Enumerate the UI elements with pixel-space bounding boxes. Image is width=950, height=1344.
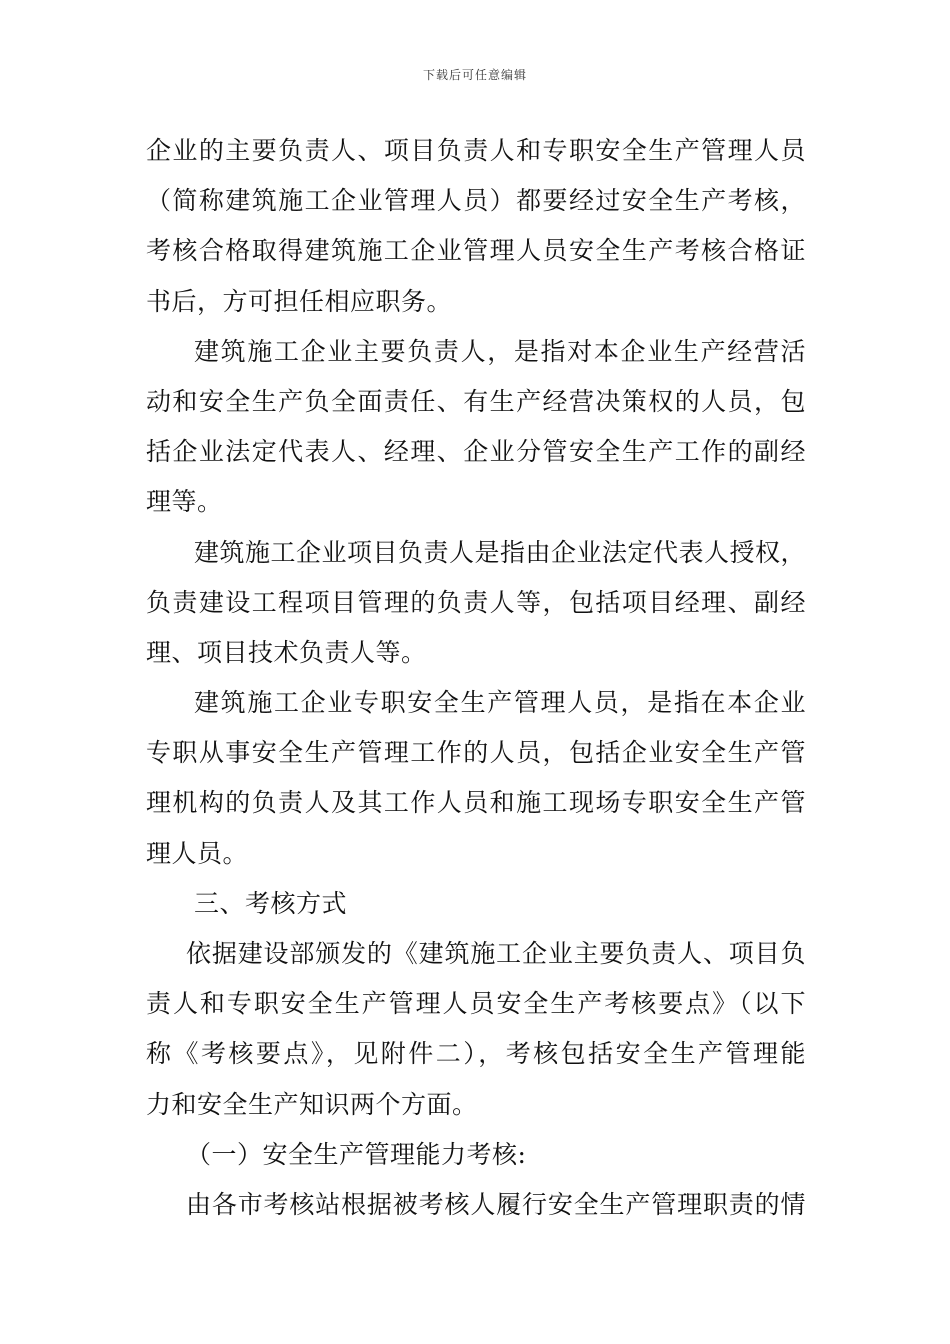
- text-line: 依据建设部颁发的《建筑施工企业主要负责人、项目负: [186, 939, 806, 968]
- text-line: 理等。: [146, 487, 223, 517]
- text-line: 称《考核要点》，见附件二），考核包括安全生产管理能: [146, 1039, 806, 1069]
- text-line: 企业的主要负责人、项目负责人和专职安全生产管理人员: [146, 136, 806, 165]
- text-line: （一）安全生产管理能力考核:: [186, 1139, 527, 1169]
- text-line: 括企业法定代表人、经理、企业分管安全生产工作的副经: [146, 437, 806, 467]
- text-line: 建筑施工企业项目负责人是指由企业法定代表人授权，: [194, 537, 807, 567]
- text-line: 理人员。: [146, 838, 249, 868]
- page-header: 下载后可任意编辑: [422, 68, 527, 82]
- text-line: 建筑施工企业主要负责人，是指对本企业生产经营活: [194, 336, 806, 366]
- text-line: 力和安全生产知识两个方面。: [146, 1089, 478, 1119]
- text-line: 责人和专职安全生产管理人员安全生产考核要点》（以下: [146, 989, 806, 1019]
- text-line: 由各市考核站根据被考核人履行安全生产管理职责的情: [186, 1189, 806, 1219]
- text-line: 动和安全生产负全面责任、有生产经营决策权的人员，包: [146, 386, 806, 416]
- text-line: （简称建筑施工企业管理人员）都要经过安全生产考核，: [146, 186, 806, 216]
- text-line: 理机构的负责人及其工作人员和施工现场专职安全生产管: [146, 788, 806, 818]
- text-line: 考核合格取得建筑施工企业管理人员安全生产考核合格证: [146, 236, 806, 266]
- text-line: 负责建设工程项目管理的负责人等，包括项目经理、副经: [146, 587, 806, 617]
- text-line: 三、考核方式: [194, 888, 348, 918]
- text-line: 专职从事安全生产管理工作的人员，包括企业安全生产管: [146, 738, 806, 768]
- text-line: 书后，方可担任相应职务。: [146, 286, 453, 316]
- document-body: [146, 126, 806, 1230]
- text-line: 建筑施工企业专职安全生产管理人员，是指在本企业: [194, 688, 806, 718]
- text-line: 理、项目技术负责人等。: [146, 637, 427, 667]
